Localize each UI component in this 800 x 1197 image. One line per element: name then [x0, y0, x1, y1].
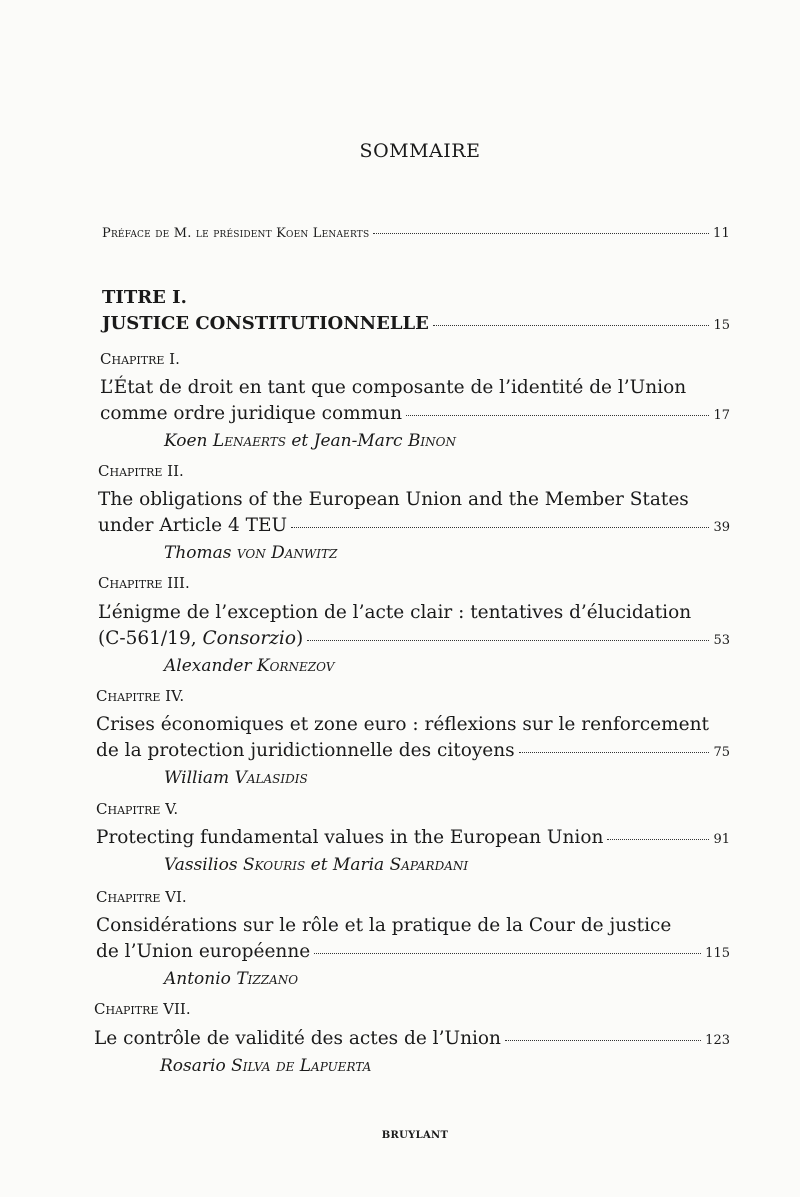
chapter-entry: [96, 941, 730, 962]
page-number: 115: [705, 946, 730, 961]
leader-dots: [291, 526, 709, 528]
chapter-entry: [98, 515, 730, 536]
chapter-entry: [96, 740, 730, 761]
page-number: 17: [713, 408, 730, 423]
chapter-title-line: de l’Union européenne: [96, 941, 311, 962]
titre-name: JUSTICE CONSTITUTIONNELLE: [102, 313, 429, 334]
chapter-label: Chapitre II.: [98, 462, 184, 480]
titre-entry: [102, 313, 730, 334]
chapter-label: Chapitre VII.: [94, 1000, 191, 1018]
chapter-author: Rosario Silva de Lapuerta: [160, 1056, 372, 1076]
leader-dots: [505, 1039, 701, 1041]
chapter-entry: [94, 1028, 730, 1049]
chapter-label: Chapitre III.: [98, 574, 190, 592]
chapter-title-line: de la protection juridictionnelle des citoyens: [96, 740, 515, 761]
chapter-label: Chapitre V.: [96, 800, 179, 818]
chapter-title-line: Considérations sur le rôle et la pratique de la Cour de justice: [96, 915, 672, 936]
leader-dots: [307, 639, 709, 641]
chapter-label: Chapitre IV.: [96, 687, 185, 705]
chapter-author: Koen Lenaerts et Jean-Marc Binon: [164, 431, 457, 451]
chapter-entry: [96, 827, 730, 848]
chapter-title-line: Protecting fundamental values in the European Union: [96, 827, 604, 848]
chapter-title-line: The obligations of the European Union and the Member States: [98, 489, 689, 510]
leader-dots: [607, 838, 709, 840]
page-number: 15: [713, 318, 730, 333]
leader-dots: [373, 232, 709, 234]
page-number: 53: [713, 633, 730, 648]
chapter-title-line: Crises économiques et zone euro : réflexions sur le renforcement: [96, 714, 709, 735]
page-number: 123: [705, 1033, 730, 1048]
publisher-footer: BRUYLANT: [381, 1130, 449, 1141]
page-number: 75: [713, 745, 730, 760]
chapter-title-line: (C-561/19, Consorzio): [98, 628, 304, 649]
page-title: SOMMAIRE: [359, 140, 481, 162]
chapter-title-line: L’énigme de l’exception de l’acte clair : tentatives d’élucidation: [98, 602, 692, 623]
chapter-label: Chapitre VI.: [96, 888, 187, 906]
chapter-title-line: comme ordre juridique commun: [100, 403, 403, 424]
chapter-author: Thomas von Danwitz: [164, 543, 338, 563]
chapter-entry: [98, 628, 730, 649]
page-number: 91: [713, 832, 730, 847]
chapter-author: Antonio Tizzano: [164, 969, 299, 989]
chapter-title-line: L’État de droit en tant que composante de l’identité de l’Union: [100, 377, 687, 398]
page-number: 39: [713, 520, 730, 535]
leader-dots: [314, 952, 701, 954]
chapter-entry: [100, 403, 730, 424]
leader-dots: [519, 751, 710, 753]
preface-entry: [102, 226, 730, 241]
chapter-author: Alexander Kornezov: [164, 656, 335, 676]
leader-dots: [433, 324, 710, 326]
leader-dots: [406, 414, 709, 416]
preface-text: Préface de M. le président Koen Lenaerts: [102, 226, 370, 241]
chapter-label: Chapitre I.: [100, 350, 180, 368]
chapter-author: William Valasidis: [164, 768, 308, 788]
chapter-title-line: under Article 4 TEU: [98, 515, 288, 536]
chapter-author: Vassilios Skouris et Maria Sapardani: [164, 855, 469, 875]
titre-heading: TITRE I.: [102, 287, 187, 308]
page-number: 11: [713, 226, 730, 241]
chapter-title-line: Le contrôle de validité des actes de l’Union: [94, 1028, 501, 1049]
